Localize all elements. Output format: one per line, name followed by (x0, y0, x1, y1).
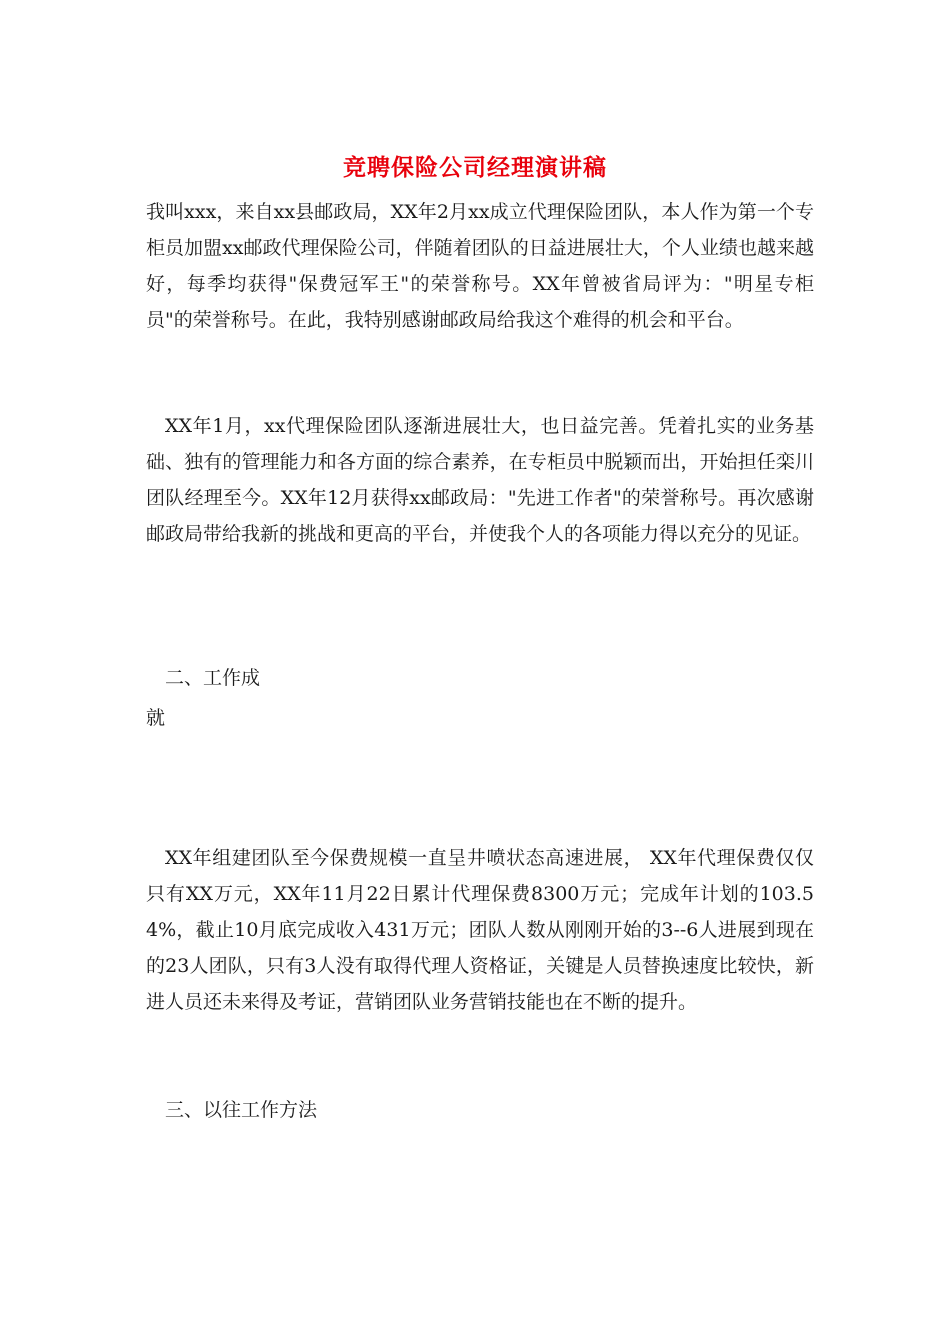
paragraph-performance: XX年组建团队至今保费规模一直呈井喷状态高速进展， XX年代理保费仅仅只有XX万元，XX年11月22日累计代理保费8300万元；完成年计划的103.54%，截止10月底完成收入431万元；团队人数从刚刚开始的3--6人进展到现在的23人团队，只有3人没有取得代理人资格证，关键是人员替换速度比较快，新进人员还未来得及考证，营销团队业务营销技能也在不断的提升。 (146, 847, 814, 1013)
section-heading-achievements-continued: 就 (146, 707, 166, 729)
paragraph-intro: 我叫xxx，来自xx县邮政局，XX年2月xx成立代理保险团队，本人作为第一个专柜员加盟xx邮政代理保险公司，伴随着团队的日益进展壮大，个人业绩也越来越好，每季均获得"保费冠军王"的荣誉称号。XX年曾被省局评为："明星专柜员"的荣誉称号。在此，我特别感谢邮政局给我这个难得的机会和平台。 (146, 201, 814, 331)
section-heading-methods: 三、以往工作方法 (165, 1099, 318, 1121)
paragraph-team-growth: XX年1月，xx代理保险团队逐渐进展壮大，也日益完善。凭着扎实的业务基础、独有的管理能力和各方面的综合素养，在专柜员中脱颖而出，开始担任栾川团队经理至今。XX年12月获得xx邮政局："先进工作者"的荣誉称号。再次感谢邮政局带给我新的挑战和更高的平台，并使我个人的各项能力得以充分的见证。 (146, 415, 814, 545)
section-heading-achievements: 二、工作成 (165, 667, 261, 689)
document-title: 竞聘保险公司经理演讲稿 (343, 154, 607, 181)
